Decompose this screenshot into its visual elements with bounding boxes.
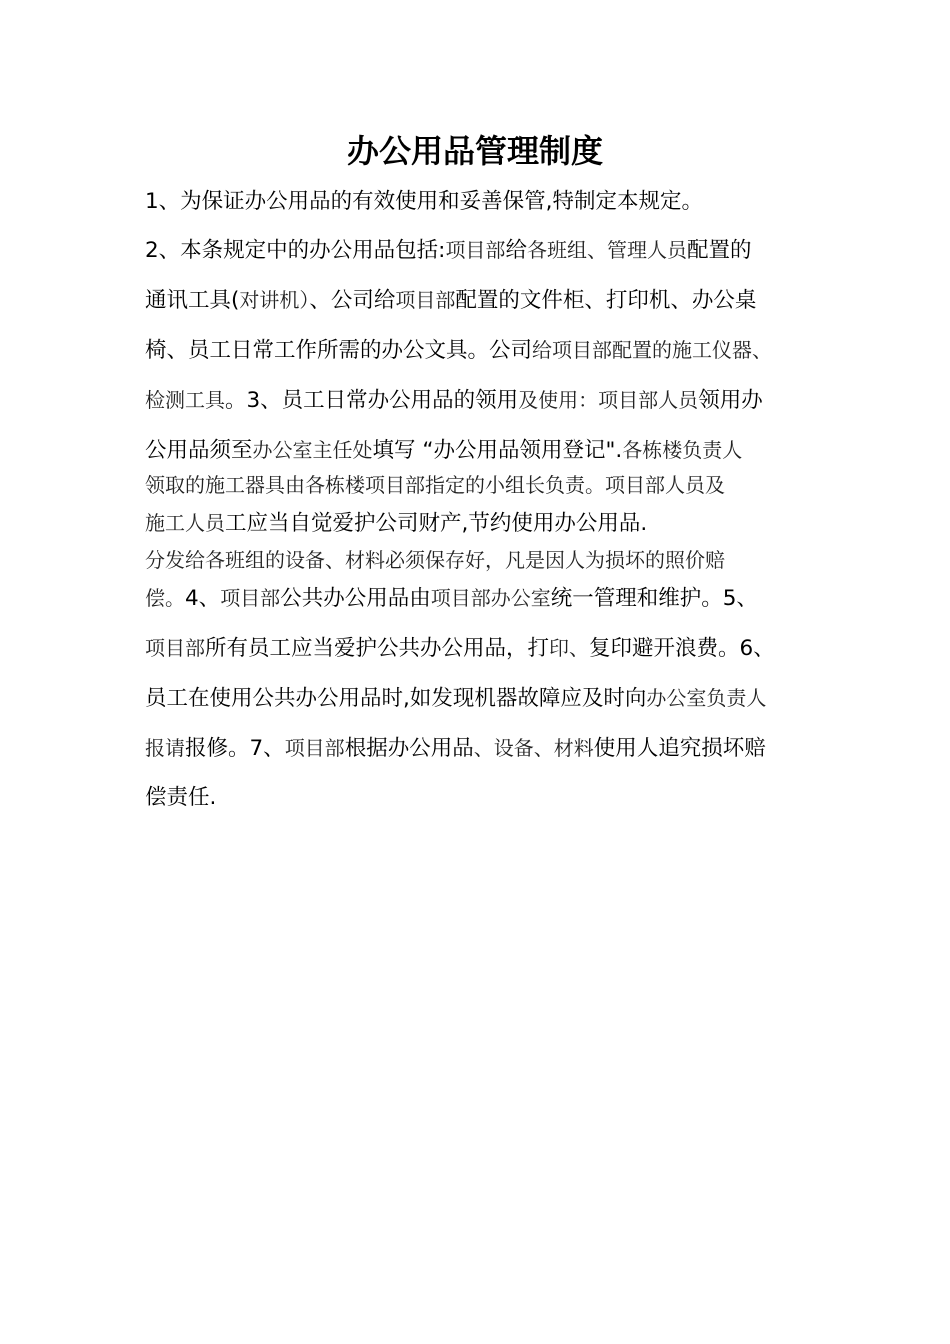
paragraph-line-12 xyxy=(145,682,766,717)
text-run: 工应当自觉爱护公司财产,节约使用办公用品. xyxy=(225,511,648,536)
text-run: 2、本条规定中的办公用品包括: xyxy=(145,238,446,263)
text-run: 项目部 xyxy=(284,736,345,760)
text-run: 使用人追究损坏赔 xyxy=(593,736,766,761)
text-run: 各班组、管理人员 xyxy=(526,238,687,262)
text-run: 公用品须至 xyxy=(145,438,253,463)
text-run: 施工人员 xyxy=(145,511,225,535)
text-run: 领取的施工器具由各栋楼项目部指定的小组长负责。项目部人员及 xyxy=(145,473,725,497)
text-run: 复印避开浪费。6、 xyxy=(589,636,775,661)
text-run: 报修。7、 xyxy=(185,736,285,761)
text-run: 1、为保证办公用品的有效使用和妥善保管,特制定本规定。 xyxy=(145,189,704,214)
text-run: 给 xyxy=(505,238,527,263)
text-run: 偿。 xyxy=(145,586,185,610)
paragraph-line-13 xyxy=(145,732,766,767)
text-run: 根据办公用品 xyxy=(344,736,474,761)
paragraph-line-8 xyxy=(145,508,647,541)
text-run: 填写 “办公用品领用登记". xyxy=(372,438,623,463)
text-run: 通讯工具( xyxy=(145,288,240,313)
text-run: 及使用：项目部人员 xyxy=(518,388,699,412)
text-run: 报请 xyxy=(145,736,185,760)
text-run: 所有员工应当爱护公共办公用品，打 xyxy=(205,636,550,661)
text-run: 对讲机） xyxy=(239,288,310,312)
text-run: 、设备、材料 xyxy=(473,736,594,760)
paragraph-line-6 xyxy=(145,434,742,469)
text-run: 椅、员工日常工作所需的办公文具。公司 xyxy=(145,338,533,363)
paragraph-line-5 xyxy=(145,384,763,419)
text-run: 。3、员工日常办公用品的领用 xyxy=(225,388,519,413)
text-run: 办公室负责人 xyxy=(646,686,767,710)
text-run: 配置的 xyxy=(686,238,752,263)
text-run: 项目部 xyxy=(220,586,281,610)
paragraph-line-1 xyxy=(145,186,703,220)
text-run: 4、 xyxy=(185,586,221,611)
text-run: 领用办 xyxy=(698,388,763,413)
text-run: 办公室主任处 xyxy=(252,438,373,462)
paragraph-line-3 xyxy=(145,284,756,319)
text-run: 项目部 xyxy=(395,288,456,312)
text-run: 偿责任. xyxy=(145,785,217,810)
document-title: 办公用品管理制度 xyxy=(346,132,603,170)
paragraph-line-7 xyxy=(145,470,725,500)
text-run: 分发给各班组的设备、材料必须保存好，凡是因人为损坏的照价赔 xyxy=(145,548,725,572)
text-run: 项目部办公室 xyxy=(430,586,551,610)
text-run: 项目部 xyxy=(445,238,506,262)
paragraph-line-9 xyxy=(145,545,725,575)
paragraph-line-2 xyxy=(145,234,751,269)
text-run: 、公司给 xyxy=(309,288,396,313)
text-run: 各栋楼负责人 xyxy=(622,438,743,462)
paragraph-line-10 xyxy=(145,583,758,616)
paragraph-line-14 xyxy=(145,782,216,816)
text-run: 员工在使用公共办公用品时,如发现机器故障应及时向 xyxy=(145,686,647,711)
text-run: 检测工具 xyxy=(145,388,225,412)
text-run: 公共办公用品由 xyxy=(280,586,431,611)
text-run: 给项目部配置的施工仪器、 xyxy=(532,338,773,362)
text-run: 配置的文件柜、打印机、办公桌 xyxy=(455,288,757,313)
paragraph-line-11 xyxy=(145,632,775,667)
text-run: 项目部 xyxy=(145,636,205,660)
text-run: 印、 xyxy=(549,636,590,660)
text-run: 统一管理和维护。5、 xyxy=(550,586,758,611)
paragraph-line-4 xyxy=(145,334,772,369)
